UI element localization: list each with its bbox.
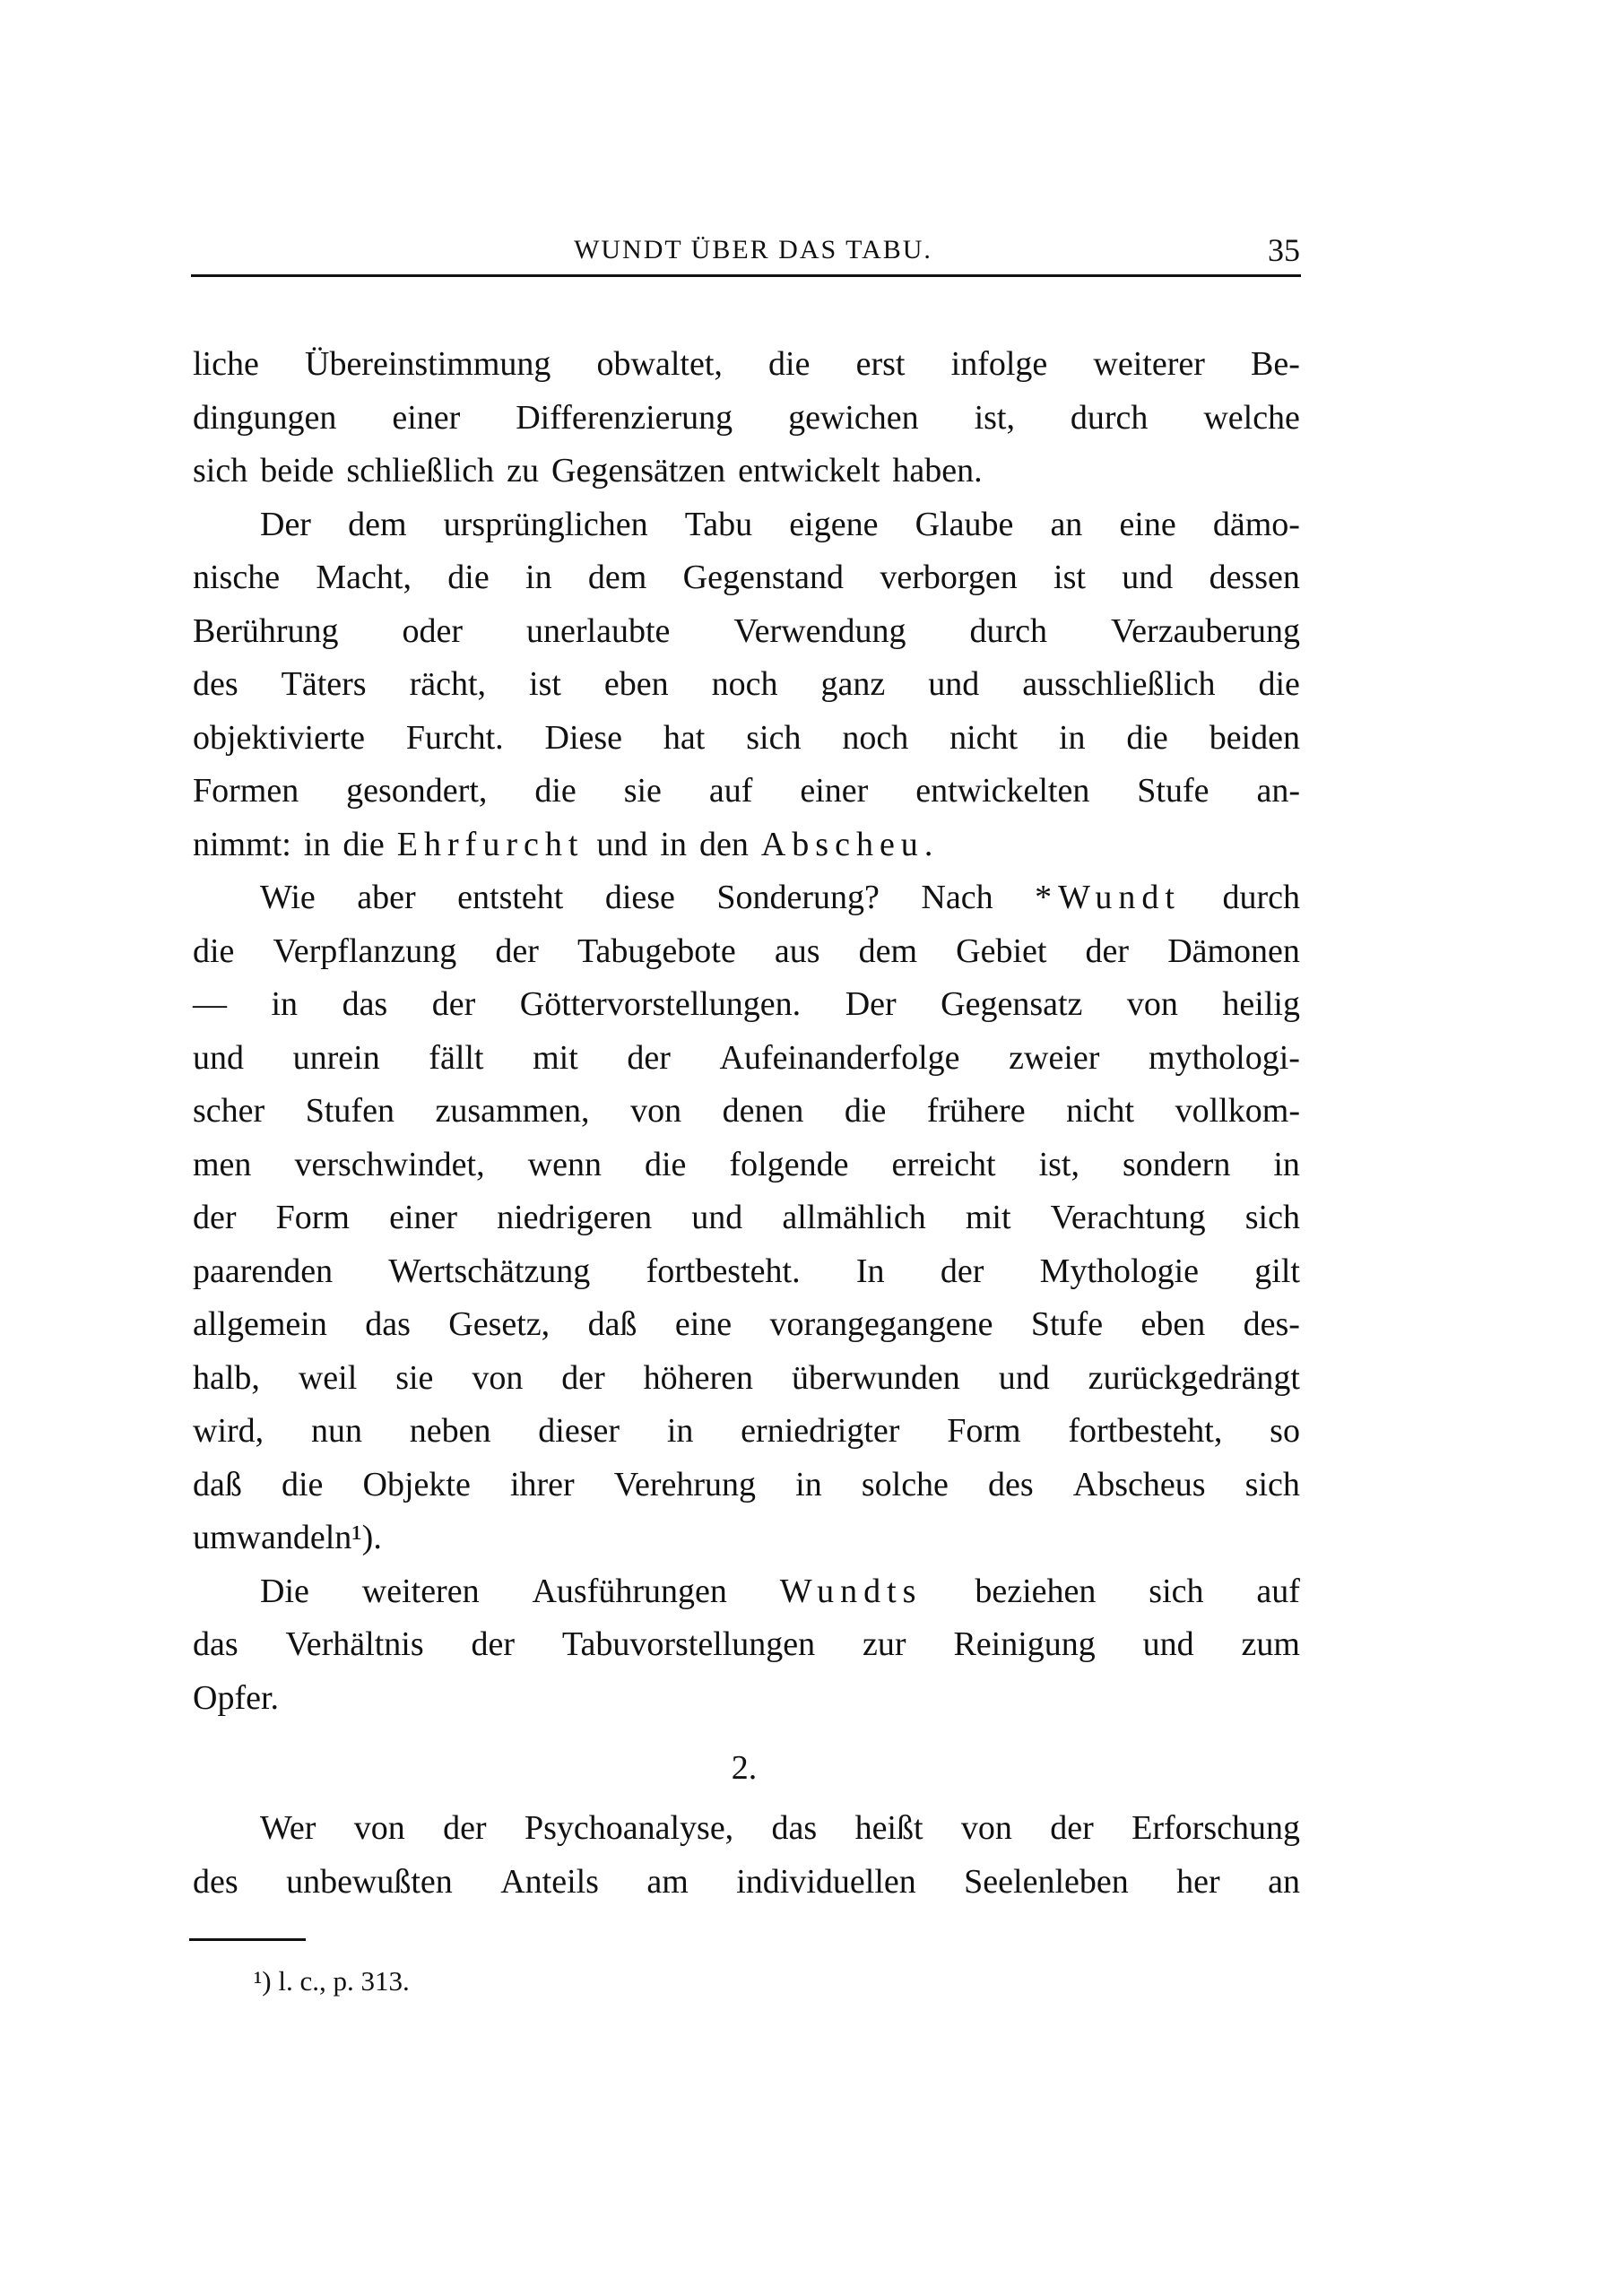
text-line <box>193 1252 1300 1290</box>
word: Objekte <box>362 1465 471 1503</box>
word: sie <box>623 772 662 810</box>
word: des <box>193 1863 238 1901</box>
word: fortbesteht, <box>1068 1412 1223 1450</box>
word: sich <box>1244 1199 1300 1236</box>
word: sich <box>746 718 802 757</box>
text-line <box>193 1863 1300 1901</box>
word: die <box>844 1092 887 1130</box>
word: Übereinstimmung <box>305 345 551 383</box>
text-line <box>193 345 1300 383</box>
word: ihrer <box>509 1465 575 1503</box>
footnote: ¹) l. c., p. 313. <box>254 1965 410 1997</box>
text-line <box>193 1359 1300 1397</box>
word: erniedrigter <box>741 1412 900 1450</box>
word: die <box>281 1465 324 1503</box>
word: Erforschung <box>1131 1809 1300 1847</box>
word: Seelenleben <box>964 1863 1129 1901</box>
word: men <box>193 1145 252 1183</box>
word: und <box>998 1358 1050 1397</box>
word: des <box>988 1465 1034 1503</box>
word: die <box>1258 665 1300 703</box>
word: Form <box>947 1412 1021 1450</box>
word: Be- <box>1251 345 1300 383</box>
word: Verhältnis <box>285 1625 424 1663</box>
word: eine <box>1119 505 1176 543</box>
word: aber <box>357 879 416 916</box>
word: dem <box>858 931 918 970</box>
text-line <box>260 1809 1300 1847</box>
word: individuellen <box>736 1863 916 1901</box>
word: Verehrung <box>613 1465 757 1503</box>
word: einer <box>800 772 869 810</box>
word: paarenden <box>193 1252 334 1290</box>
word: so <box>1270 1412 1300 1450</box>
word: zusammen, <box>435 1092 590 1130</box>
word: fällt <box>429 1038 484 1077</box>
word: in <box>1273 1145 1300 1183</box>
word: Der <box>845 985 897 1023</box>
word: Aufeinanderfolge <box>719 1038 960 1077</box>
word: an <box>1268 1863 1300 1901</box>
word: oder <box>402 611 464 650</box>
word: und <box>1122 559 1174 596</box>
word: . <box>923 825 933 863</box>
word: entwickelt <box>738 452 880 490</box>
word: der <box>443 1809 487 1847</box>
word: eben <box>1140 1305 1206 1343</box>
footnote-rule <box>189 1938 306 1941</box>
word: rächt, <box>409 665 487 703</box>
word: der <box>627 1038 671 1077</box>
word: und <box>691 1199 743 1236</box>
word: vorangegangene <box>769 1305 993 1343</box>
word: und <box>928 665 980 703</box>
word: dem <box>348 505 407 543</box>
word: Täters <box>281 665 367 703</box>
word: Tabu <box>684 505 753 543</box>
text-line <box>260 879 1300 916</box>
word: dingungen <box>193 398 337 437</box>
word: nische <box>193 559 281 596</box>
word: auf <box>708 772 753 810</box>
word: Gegensätzen <box>551 452 726 490</box>
word: der <box>561 1358 605 1397</box>
word: an- <box>1256 772 1300 810</box>
word: den <box>698 825 749 863</box>
word: haben. <box>892 452 983 490</box>
word: die <box>534 772 577 810</box>
word: Abscheus <box>1072 1465 1206 1503</box>
word: Furcht. <box>405 718 504 757</box>
word: in <box>666 1412 694 1450</box>
word: obwaltet, <box>596 345 723 383</box>
word: unrein <box>292 1038 380 1077</box>
word: folgende <box>729 1145 849 1183</box>
word: wenn <box>527 1145 602 1183</box>
word: Verachtung <box>1050 1199 1206 1236</box>
word: unerlaubte <box>526 611 671 650</box>
word: gilt <box>1254 1252 1300 1290</box>
word: entsteht <box>457 879 564 916</box>
word: durch <box>1070 398 1149 437</box>
word: weiteren <box>361 1572 480 1610</box>
word: verschwindet, <box>294 1145 485 1183</box>
word: unbewußten <box>286 1863 453 1901</box>
word: diese <box>604 879 675 916</box>
word: daß <box>587 1305 637 1343</box>
word: Ausführungen <box>532 1572 727 1610</box>
word: Glaube <box>915 505 1014 543</box>
word: Wertschätzung <box>388 1252 591 1290</box>
text-line <box>193 1412 1300 1450</box>
word: am <box>646 1863 689 1901</box>
word: eine <box>674 1305 733 1343</box>
word: nicht <box>949 718 1019 757</box>
word: neben <box>409 1412 491 1450</box>
word: umwandeln¹). <box>193 1519 382 1556</box>
word: solche <box>861 1465 949 1503</box>
word: Stufe <box>1030 1305 1104 1343</box>
word: Die <box>260 1572 309 1610</box>
word: noch <box>842 718 909 757</box>
word: Verzauberung <box>1110 611 1300 650</box>
text-line <box>193 1092 1300 1130</box>
word: weiterer <box>1093 345 1205 383</box>
text-line <box>193 399 1300 437</box>
word: denen <box>722 1092 804 1130</box>
word: nicht <box>1066 1092 1135 1130</box>
word: ist <box>1053 559 1086 596</box>
word: das <box>193 1625 238 1663</box>
word: ist, <box>1038 1145 1079 1183</box>
word: entwickelten <box>915 772 1090 810</box>
word: sich <box>1244 1465 1300 1503</box>
text-line <box>260 506 1300 543</box>
word: *Wundt <box>1035 879 1181 916</box>
section-number: 2. <box>731 1749 758 1787</box>
word: noch <box>711 665 778 703</box>
word: der <box>1085 931 1130 970</box>
word: mythologi- <box>1149 1038 1300 1077</box>
word: Stufen <box>305 1092 394 1130</box>
text-line <box>193 1519 1300 1556</box>
word: der <box>431 985 476 1023</box>
word: niedrigeren <box>497 1199 653 1236</box>
word: höheren <box>643 1358 754 1397</box>
word: Berührung <box>193 611 339 650</box>
word: die <box>768 345 811 383</box>
word: welche <box>1203 398 1300 437</box>
word: Opfer. <box>193 1678 280 1717</box>
word: beide <box>260 452 334 490</box>
text-line <box>193 772 1300 810</box>
text-line <box>193 1305 1300 1343</box>
word: in <box>303 825 331 863</box>
word: Macht, <box>316 559 412 596</box>
word: Reinigung <box>953 1625 1096 1663</box>
word: zum <box>1241 1625 1300 1663</box>
word: nun <box>310 1412 362 1450</box>
word: allmählich <box>782 1199 926 1236</box>
word: Dämonen <box>1167 931 1300 970</box>
text-line <box>193 1679 1300 1717</box>
word: scher <box>193 1092 265 1130</box>
word: Differenzierung <box>516 398 733 437</box>
text-line <box>193 1466 1300 1503</box>
word: die <box>193 931 235 970</box>
word: auf <box>1256 1572 1300 1610</box>
word: allgemein <box>193 1305 327 1343</box>
word: gewichen <box>788 398 919 437</box>
word: an <box>1050 505 1083 543</box>
word: mit <box>533 1038 578 1077</box>
header-rule <box>191 274 1301 277</box>
word: zweier <box>1009 1038 1100 1077</box>
word: Gegensatz <box>941 985 1083 1023</box>
word: Formen <box>193 772 299 810</box>
word: Mythologie <box>1039 1252 1199 1290</box>
word: zurückgedrängt <box>1088 1358 1300 1397</box>
word: heilig <box>1222 985 1300 1023</box>
text-line <box>193 1039 1300 1077</box>
word: aus <box>774 931 820 970</box>
word: durch <box>969 611 1047 650</box>
word: ist <box>529 665 561 703</box>
word: her <box>1176 1863 1220 1901</box>
word: ist, <box>974 398 1015 437</box>
word: infolge <box>950 345 1048 383</box>
word: mit <box>965 1199 1011 1236</box>
word: Verpflanzung <box>273 931 457 970</box>
word: die <box>342 825 385 863</box>
word: ausschließlich <box>1022 665 1216 703</box>
word: In <box>855 1252 885 1290</box>
text-line <box>193 1625 1300 1663</box>
word: Der <box>260 505 311 543</box>
word: vollkom- <box>1175 1092 1300 1130</box>
word: gesondert, <box>346 772 488 810</box>
text-line <box>193 826 1300 863</box>
word: der <box>193 1199 237 1236</box>
word: heißt <box>854 1809 923 1847</box>
word: Gegenstand <box>682 559 845 596</box>
word: in <box>1058 718 1086 757</box>
word: Stufe <box>1137 772 1210 810</box>
word: der <box>495 931 539 970</box>
word: und <box>1142 1625 1194 1663</box>
word: Tabuvorstellungen <box>561 1625 816 1663</box>
word: und <box>193 1038 244 1077</box>
word: verborgen <box>880 559 1018 596</box>
word: dem <box>587 559 647 596</box>
word: dämo- <box>1212 505 1300 543</box>
word: beziehen <box>975 1572 1097 1610</box>
word: dessen <box>1209 559 1300 596</box>
word: des- <box>1243 1305 1300 1343</box>
running-title: WUNDT ÜBER DAS TABU. <box>574 235 932 264</box>
text-line <box>193 612 1300 650</box>
word: schließlich <box>346 452 495 490</box>
word: das <box>342 985 388 1023</box>
word: sich <box>193 452 248 490</box>
word: Gesetz, <box>448 1305 551 1343</box>
word: der <box>940 1252 984 1290</box>
text-line <box>193 985 1300 1023</box>
word: liche <box>193 345 259 383</box>
word: ursprünglichen <box>443 505 648 543</box>
word: eben <box>603 665 669 703</box>
word: von <box>1126 985 1178 1023</box>
word: hat <box>663 718 706 757</box>
word: daß <box>193 1465 242 1503</box>
word: Gebiet <box>956 931 1047 970</box>
word: Tabugebote <box>577 931 736 970</box>
word: Verwendung <box>733 611 906 650</box>
word: eigene <box>789 505 879 543</box>
word: Wer <box>260 1809 316 1847</box>
word: sich <box>1149 1572 1204 1610</box>
word: das <box>771 1809 818 1847</box>
word: die <box>645 1145 687 1183</box>
word: von <box>472 1358 524 1397</box>
word: Diese <box>544 718 623 757</box>
word: nimmt: <box>193 825 291 863</box>
word: in <box>660 825 687 863</box>
word: halb, <box>193 1358 260 1397</box>
word: frühere <box>926 1092 1026 1130</box>
word: zur <box>863 1625 906 1663</box>
word: Form <box>275 1199 350 1236</box>
word: das <box>365 1305 411 1343</box>
word: erreicht <box>891 1145 996 1183</box>
word: in <box>271 985 299 1023</box>
word: erst <box>855 345 906 383</box>
word: Nach <box>921 879 993 916</box>
word: Psychoanalyse, <box>524 1809 734 1847</box>
word: fortbesteht. <box>646 1252 801 1290</box>
word: die <box>447 559 490 596</box>
word: in <box>525 559 552 596</box>
word: und <box>596 825 648 863</box>
word: des <box>193 665 238 703</box>
word: überwunden <box>791 1358 960 1397</box>
word: Sonderung? <box>716 879 880 916</box>
word: Wie <box>260 879 316 916</box>
page-number: 35 <box>1268 232 1300 268</box>
text-line <box>193 932 1300 970</box>
word: Ehrfurcht <box>396 825 585 863</box>
word: von <box>630 1092 682 1130</box>
word: einer <box>389 1199 458 1236</box>
word: wird, <box>193 1412 264 1450</box>
word: durch <box>1222 879 1300 916</box>
word: in <box>795 1465 822 1503</box>
text-line <box>193 452 1300 490</box>
text-line <box>193 665 1300 703</box>
word: der <box>471 1625 516 1663</box>
word: Göttervorstellungen. <box>519 985 802 1023</box>
word: weil <box>298 1358 358 1397</box>
word: objektivierte <box>193 718 366 757</box>
word: einer <box>392 398 461 437</box>
word: beiden <box>1209 718 1300 757</box>
text-line <box>193 1199 1300 1236</box>
word: Abscheu <box>760 825 924 863</box>
text-line <box>193 719 1300 757</box>
word: Wundts <box>779 1572 923 1610</box>
word: von <box>960 1809 1012 1847</box>
word: dieser <box>538 1412 620 1450</box>
word: die <box>1126 718 1168 757</box>
word: Anteils <box>500 1863 599 1901</box>
text-line <box>260 1573 1300 1610</box>
word: von <box>353 1809 405 1847</box>
word: der <box>1050 1809 1094 1847</box>
word: sondern <box>1123 1145 1231 1183</box>
word: sie <box>395 1358 434 1397</box>
text-line <box>193 1146 1300 1183</box>
word: zu <box>507 452 540 490</box>
word: ganz <box>820 665 886 703</box>
text-line <box>193 559 1300 596</box>
word: — <box>193 985 227 1023</box>
